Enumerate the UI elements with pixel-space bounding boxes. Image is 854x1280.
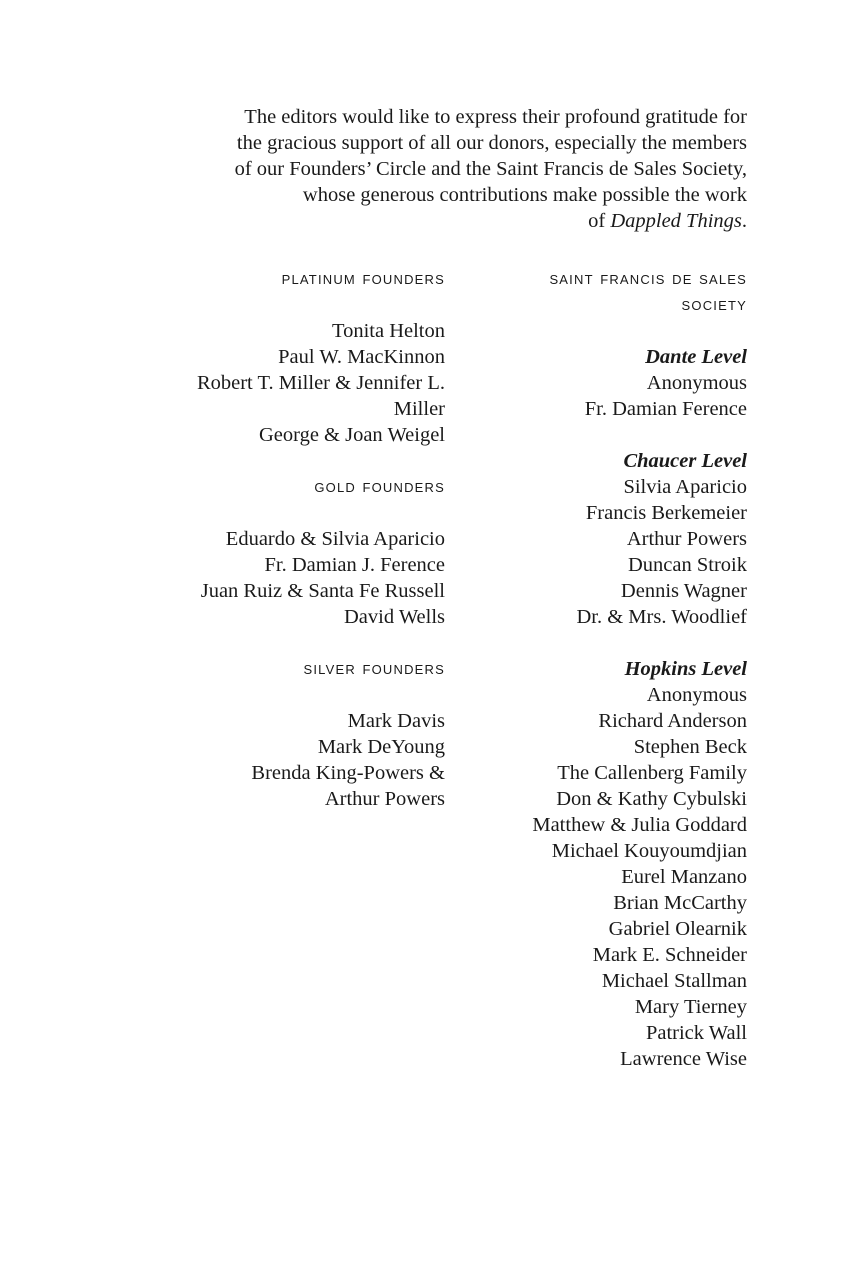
- hopkins-level-section: [470, 656, 747, 1072]
- intro-line: The editors would like to express their profound gratitude for: [244, 106, 747, 128]
- donor-name: Robert T. Miller & Jennifer L.: [196, 372, 445, 394]
- donor-name: Brenda King-Powers &: [251, 762, 445, 784]
- journal-title: Dappled Things: [610, 210, 742, 232]
- intro-last-prefix: of: [588, 210, 611, 232]
- intro-paragraph: [150, 104, 747, 234]
- donor-name: Francis Berkemeier: [585, 502, 747, 524]
- donor-name: Paul W. MacKinnon: [278, 346, 445, 368]
- donor-name: Don & Kathy Cybulski: [556, 788, 747, 810]
- donor-name: The Callenberg Family: [557, 762, 747, 784]
- chaucer-level-title: Chaucer Level: [623, 450, 747, 472]
- donor-name: Tonita Helton: [331, 320, 445, 342]
- society-column: [470, 266, 747, 1098]
- intro-line: the gracious support of all our donors, especially the members: [236, 132, 747, 154]
- dante-level-section: [470, 344, 747, 422]
- donor-name: Lawrence Wise: [620, 1048, 747, 1070]
- intro-last-suffix: .: [741, 210, 747, 232]
- donor-name: Matthew & Julia Goddard: [532, 814, 747, 836]
- donor-name: Arthur Powers: [324, 788, 445, 810]
- donor-name: Mark DeYoung: [317, 736, 445, 758]
- dante-level-title: Dante Level: [645, 346, 747, 368]
- donor-name: Miller: [393, 398, 445, 420]
- donor-name: Dr. & Mrs. Woodlief: [576, 606, 747, 628]
- society-heading: [470, 266, 747, 318]
- donor-name: Mary Tierney: [634, 996, 747, 1018]
- donor-name: Anonymous: [646, 684, 747, 706]
- donor-name: Silvia Aparicio: [623, 476, 747, 498]
- donor-name: Dennis Wagner: [620, 580, 747, 602]
- silver-founders-heading: silver founders: [303, 658, 445, 679]
- donor-name: Duncan Stroik: [628, 554, 747, 576]
- donor-name: Eduardo & Silvia Aparicio: [225, 528, 445, 550]
- donor-name: Patrick Wall: [645, 1022, 747, 1044]
- donor-name: Michael Kouyoumdjian: [551, 840, 747, 862]
- platinum-founders-section: [150, 266, 445, 448]
- founders-column: [150, 266, 445, 838]
- donor-name: Michael Stallman: [601, 970, 747, 992]
- donor-name: Mark E. Schneider: [592, 944, 747, 966]
- society-heading-line: saint francis de sales: [549, 268, 747, 289]
- donor-name: Gabriel Olearnik: [608, 918, 747, 940]
- donor-name: Arthur Powers: [626, 528, 747, 550]
- donor-name: David Wells: [343, 606, 445, 628]
- platinum-founders-heading: platinum founders: [281, 268, 445, 289]
- donor-name: George & Joan Weigel: [258, 424, 445, 446]
- chaucer-level-section: [470, 448, 747, 630]
- hopkins-level-title: Hopkins Level: [624, 658, 747, 680]
- donor-name: Anonymous: [646, 372, 747, 394]
- donor-name: Juan Ruiz & Santa Fe Russell: [200, 580, 445, 602]
- donor-name: Fr. Damian Ference: [584, 398, 747, 420]
- intro-line: whose generous contributions make possible the work: [302, 184, 747, 206]
- gold-founders-heading: gold founders: [314, 476, 445, 497]
- gold-founders-section: [150, 474, 445, 630]
- donor-name: Eurel Manzano: [621, 866, 747, 888]
- donor-name: Stephen Beck: [633, 736, 747, 758]
- silver-founders-section: [150, 656, 445, 812]
- donor-name: Fr. Damian J. Ference: [264, 554, 445, 576]
- donor-name: Brian McCarthy: [613, 892, 747, 914]
- donor-name: Mark Davis: [347, 710, 445, 732]
- intro-line: of our Founders’ Circle and the Saint Francis de Sales Society,: [234, 158, 747, 180]
- donor-name: Richard Anderson: [598, 710, 747, 732]
- intro-line-last: [150, 208, 747, 234]
- society-heading-line: society: [681, 294, 747, 315]
